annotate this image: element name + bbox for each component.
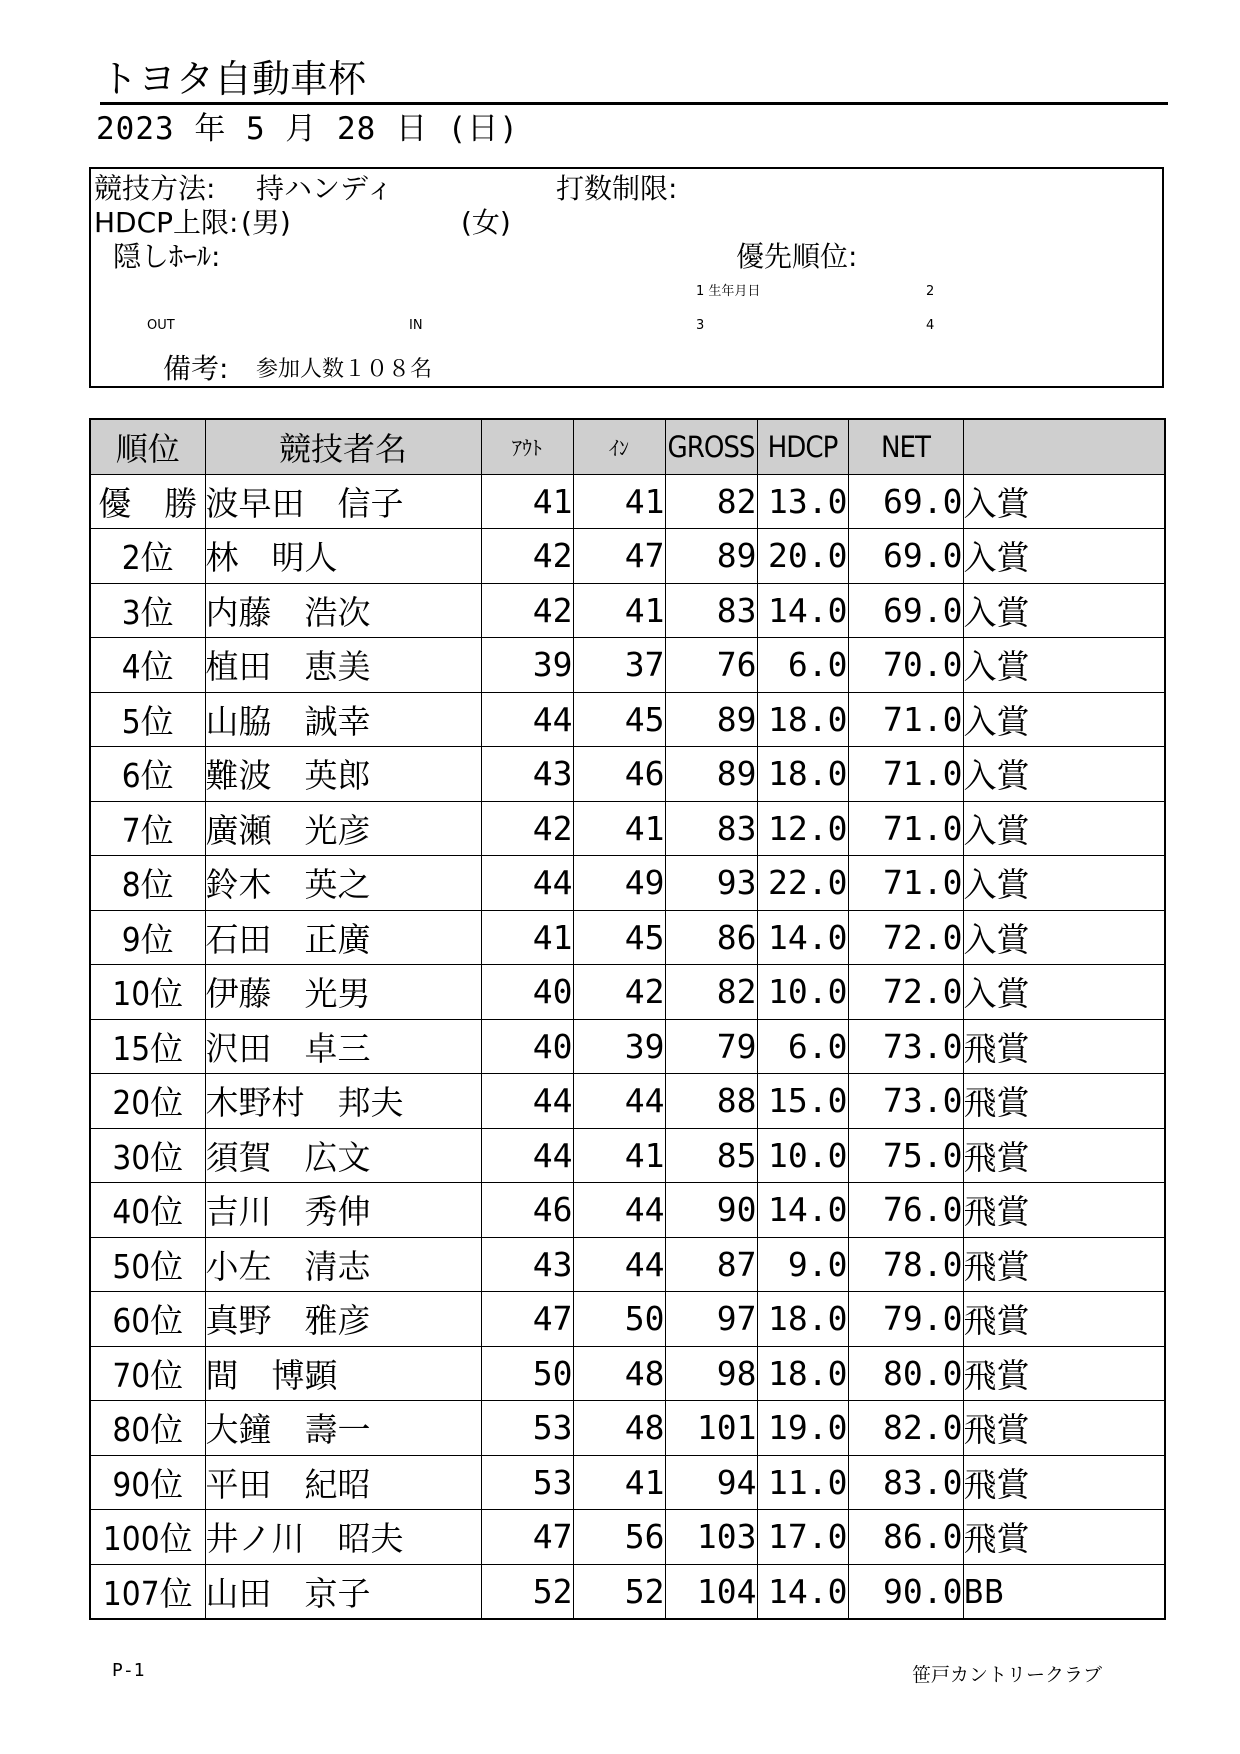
page-title: トヨタ自動車杯: [100, 56, 1168, 105]
in-score-cell: 44: [573, 1183, 665, 1238]
col-out: ｱｳﾄ: [481, 419, 573, 474]
rank-cell: 20位: [90, 1074, 205, 1129]
player-name-cell: 内藤 浩次: [205, 583, 481, 638]
net-score-cell: 71.0: [848, 856, 963, 911]
net-score-cell: 78.0: [848, 1237, 963, 1292]
hdcp-cell: 6.0: [757, 1019, 848, 1074]
hdcp-cell: 10.0: [757, 965, 848, 1020]
net-score-cell: 71.0: [848, 801, 963, 856]
in-score-cell: 37: [573, 638, 665, 693]
in-score-cell: 39: [573, 1019, 665, 1074]
rank-cell: 9位: [90, 910, 205, 965]
col-gross: GROSS: [665, 419, 757, 474]
player-name-cell: 波早田 信子: [205, 474, 481, 529]
results-table: [89, 418, 1166, 1620]
priority-label: 優先順位:: [736, 240, 858, 273]
award-cell: 飛賞: [963, 1401, 1165, 1456]
hdcp-cell: 20.0: [757, 529, 848, 584]
club-name: 笹戸カントリークラブ: [912, 1664, 1103, 1686]
out-score-cell: 47: [481, 1510, 573, 1565]
in-score-cell: 45: [573, 910, 665, 965]
net-score-cell: 73.0: [848, 1074, 963, 1129]
player-name-cell: 難波 英郎: [205, 747, 481, 802]
out-score-cell: 44: [481, 856, 573, 911]
award-cell: 飛賞: [963, 1292, 1165, 1347]
out-score-cell: 50: [481, 1346, 573, 1401]
rank-cell: 3位: [90, 583, 205, 638]
table-row: [90, 638, 1165, 693]
rank-cell: 70位: [90, 1346, 205, 1401]
gross-score-cell: 93: [665, 856, 757, 911]
gross-score-cell: 83: [665, 801, 757, 856]
in-score-cell: 45: [573, 692, 665, 747]
male-label: (男): [241, 206, 291, 239]
remarks-value: 参加人数１０８名: [256, 357, 433, 382]
net-score-cell: 73.0: [848, 1019, 963, 1074]
net-score-cell: 90.0: [848, 1564, 963, 1619]
gross-score-cell: 89: [665, 529, 757, 584]
table-row: [90, 1401, 1165, 1456]
event-date: 2023 年 5 月 28 日 (日): [96, 111, 519, 147]
gross-score-cell: 88: [665, 1074, 757, 1129]
net-score-cell: 80.0: [848, 1346, 963, 1401]
page-number: P-1: [112, 1660, 145, 1681]
in-score-cell: 48: [573, 1346, 665, 1401]
net-score-cell: 69.0: [848, 474, 963, 529]
in-score-cell: 41: [573, 801, 665, 856]
method-value: 持ハンディ: [256, 172, 394, 205]
net-score-cell: 70.0: [848, 638, 963, 693]
award-cell: 入賞: [963, 910, 1165, 965]
player-name-cell: 沢田 卓三: [205, 1019, 481, 1074]
award-cell: 飛賞: [963, 1128, 1165, 1183]
hdcp-cell: 13.0: [757, 474, 848, 529]
in-score-cell: 44: [573, 1237, 665, 1292]
award-cell: 入賞: [963, 856, 1165, 911]
out-score-cell: 43: [481, 747, 573, 802]
player-name-cell: 小左 清志: [205, 1237, 481, 1292]
player-name-cell: 植田 恵美: [205, 638, 481, 693]
in-score-cell: 46: [573, 747, 665, 802]
player-name-cell: 林 明人: [205, 529, 481, 584]
results-body: [90, 474, 1165, 1619]
award-cell: 飛賞: [963, 1019, 1165, 1074]
player-name-cell: 須賀 広文: [205, 1128, 481, 1183]
out-score-cell: 40: [481, 965, 573, 1020]
table-row: [90, 1510, 1165, 1565]
rank-cell: 107位: [90, 1564, 205, 1619]
out-score-cell: 44: [481, 1074, 573, 1129]
table-row: [90, 692, 1165, 747]
in-score-cell: 41: [573, 1455, 665, 1510]
rank-cell: 100位: [90, 1510, 205, 1565]
gross-score-cell: 89: [665, 747, 757, 802]
gross-score-cell: 94: [665, 1455, 757, 1510]
award-cell: 入賞: [963, 747, 1165, 802]
method-label: 競技方法:: [94, 172, 216, 205]
rank-cell: 40位: [90, 1183, 205, 1238]
out-score-cell: 53: [481, 1455, 573, 1510]
remarks-label: 備考:: [163, 352, 229, 385]
net-score-cell: 79.0: [848, 1292, 963, 1347]
player-name-cell: 間 博顕: [205, 1346, 481, 1401]
gross-score-cell: 90: [665, 1183, 757, 1238]
gross-score-cell: 82: [665, 474, 757, 529]
rank-cell: 90位: [90, 1455, 205, 1510]
net-score-cell: 72.0: [848, 965, 963, 1020]
hdcp-cell: 9.0: [757, 1237, 848, 1292]
player-name-cell: 平田 紀昭: [205, 1455, 481, 1510]
rank-cell: 15位: [90, 1019, 205, 1074]
table-row: [90, 1237, 1165, 1292]
priority-4: 4: [926, 318, 935, 333]
net-score-cell: 71.0: [848, 692, 963, 747]
female-label: (女): [461, 206, 511, 239]
gross-score-cell: 103: [665, 1510, 757, 1565]
player-name-cell: 山脇 誠幸: [205, 692, 481, 747]
net-score-cell: 72.0: [848, 910, 963, 965]
out-score-cell: 44: [481, 692, 573, 747]
hdcp-cell: 14.0: [757, 583, 848, 638]
in-score-cell: 52: [573, 1564, 665, 1619]
out-label: OUT: [147, 318, 175, 333]
col-name: 競技者名: [205, 419, 481, 474]
in-score-cell: 47: [573, 529, 665, 584]
stroke-limit-label: 打数制限:: [556, 172, 678, 205]
award-cell: 飛賞: [963, 1510, 1165, 1565]
gross-score-cell: 98: [665, 1346, 757, 1401]
hdcp-limit-label: HDCP上限:: [94, 206, 239, 239]
table-row: [90, 965, 1165, 1020]
player-name-cell: 大鐘 壽一: [205, 1401, 481, 1456]
gross-score-cell: 86: [665, 910, 757, 965]
rank-cell: 7位: [90, 801, 205, 856]
net-score-cell: 83.0: [848, 1455, 963, 1510]
award-cell: 入賞: [963, 692, 1165, 747]
player-name-cell: 石田 正廣: [205, 910, 481, 965]
hdcp-cell: 18.0: [757, 747, 848, 802]
player-name-cell: 木野村 邦夫: [205, 1074, 481, 1129]
player-name-cell: 鈴木 英之: [205, 856, 481, 911]
in-score-cell: 49: [573, 856, 665, 911]
table-row: [90, 856, 1165, 911]
player-name-cell: 廣瀬 光彦: [205, 801, 481, 856]
table-row: [90, 1183, 1165, 1238]
gross-score-cell: 97: [665, 1292, 757, 1347]
rank-cell: 30位: [90, 1128, 205, 1183]
hdcp-cell: 12.0: [757, 801, 848, 856]
award-cell: 飛賞: [963, 1237, 1165, 1292]
gross-score-cell: 101: [665, 1401, 757, 1456]
out-score-cell: 42: [481, 583, 573, 638]
in-score-cell: 44: [573, 1074, 665, 1129]
table-row: [90, 1346, 1165, 1401]
hdcp-cell: 18.0: [757, 1346, 848, 1401]
table-row: [90, 801, 1165, 856]
in-score-cell: 56: [573, 1510, 665, 1565]
out-score-cell: 46: [481, 1183, 573, 1238]
award-cell: 入賞: [963, 529, 1165, 584]
priority-2: 2: [926, 284, 935, 299]
rank-cell: 60位: [90, 1292, 205, 1347]
award-cell: 飛賞: [963, 1346, 1165, 1401]
rank-cell: 6位: [90, 747, 205, 802]
table-row: [90, 910, 1165, 965]
player-name-cell: 井ノ川 昭夫: [205, 1510, 481, 1565]
award-cell: 飛賞: [963, 1183, 1165, 1238]
hdcp-cell: 14.0: [757, 910, 848, 965]
award-cell: 飛賞: [963, 1455, 1165, 1510]
hdcp-cell: 14.0: [757, 1564, 848, 1619]
col-hdcp: HDCP: [757, 419, 848, 474]
table-row: [90, 529, 1165, 584]
col-in: ｲﾝ: [573, 419, 665, 474]
gross-score-cell: 85: [665, 1128, 757, 1183]
hdcp-cell: 17.0: [757, 1510, 848, 1565]
player-name-cell: 山田 京子: [205, 1564, 481, 1619]
hdcp-cell: 18.0: [757, 692, 848, 747]
gross-score-cell: 87: [665, 1237, 757, 1292]
award-cell: BB: [963, 1564, 1165, 1619]
table-row: [90, 1128, 1165, 1183]
net-score-cell: 86.0: [848, 1510, 963, 1565]
gross-score-cell: 83: [665, 583, 757, 638]
award-cell: 入賞: [963, 583, 1165, 638]
award-cell: 入賞: [963, 801, 1165, 856]
in-score-cell: 48: [573, 1401, 665, 1456]
in-score-cell: 50: [573, 1292, 665, 1347]
table-row: [90, 1564, 1165, 1619]
table-row: [90, 583, 1165, 638]
hdcp-cell: 18.0: [757, 1292, 848, 1347]
gross-score-cell: 76: [665, 638, 757, 693]
hdcp-cell: 22.0: [757, 856, 848, 911]
out-score-cell: 42: [481, 801, 573, 856]
hdcp-cell: 19.0: [757, 1401, 848, 1456]
hidden-holes-label: 隠しﾎｰﾙ:: [113, 240, 221, 273]
out-score-cell: 39: [481, 638, 573, 693]
competition-info-box: [89, 167, 1164, 388]
table-row: [90, 1019, 1165, 1074]
out-score-cell: 41: [481, 474, 573, 529]
out-score-cell: 41: [481, 910, 573, 965]
col-rank: 順位: [90, 419, 205, 474]
rank-cell: 2位: [90, 529, 205, 584]
table-row: [90, 747, 1165, 802]
net-score-cell: 82.0: [848, 1401, 963, 1456]
table-row: [90, 474, 1165, 529]
table-row: [90, 1074, 1165, 1129]
out-score-cell: 40: [481, 1019, 573, 1074]
in-score-cell: 41: [573, 1128, 665, 1183]
gross-score-cell: 104: [665, 1564, 757, 1619]
hdcp-cell: 10.0: [757, 1128, 848, 1183]
table-row: [90, 1455, 1165, 1510]
out-score-cell: 53: [481, 1401, 573, 1456]
player-name-cell: 伊藤 光男: [205, 965, 481, 1020]
rank-cell: 優 勝: [90, 474, 205, 529]
priority-1: 1 生年月日: [696, 284, 761, 299]
award-cell: 入賞: [963, 474, 1165, 529]
out-score-cell: 44: [481, 1128, 573, 1183]
in-score-cell: 42: [573, 965, 665, 1020]
gross-score-cell: 89: [665, 692, 757, 747]
gross-score-cell: 79: [665, 1019, 757, 1074]
award-cell: 入賞: [963, 638, 1165, 693]
priority-3: 3: [696, 318, 705, 333]
net-score-cell: 75.0: [848, 1128, 963, 1183]
net-score-cell: 76.0: [848, 1183, 963, 1238]
hdcp-cell: 14.0: [757, 1183, 848, 1238]
hdcp-cell: 6.0: [757, 638, 848, 693]
table-row: [90, 1292, 1165, 1347]
player-name-cell: 真野 雅彦: [205, 1292, 481, 1347]
col-net: NET: [848, 419, 963, 474]
rank-cell: 4位: [90, 638, 205, 693]
rank-cell: 8位: [90, 856, 205, 911]
in-label: IN: [409, 318, 423, 333]
out-score-cell: 43: [481, 1237, 573, 1292]
rank-cell: 5位: [90, 692, 205, 747]
player-name-cell: 吉川 秀伸: [205, 1183, 481, 1238]
hdcp-cell: 15.0: [757, 1074, 848, 1129]
hdcp-cell: 11.0: [757, 1455, 848, 1510]
gross-score-cell: 82: [665, 965, 757, 1020]
out-score-cell: 42: [481, 529, 573, 584]
rank-cell: 10位: [90, 965, 205, 1020]
in-score-cell: 41: [573, 583, 665, 638]
rank-cell: 80位: [90, 1401, 205, 1456]
net-score-cell: 69.0: [848, 583, 963, 638]
out-score-cell: 52: [481, 1564, 573, 1619]
in-score-cell: 41: [573, 474, 665, 529]
table-header-row: [90, 419, 1165, 474]
net-score-cell: 71.0: [848, 747, 963, 802]
award-cell: 飛賞: [963, 1074, 1165, 1129]
rank-cell: 50位: [90, 1237, 205, 1292]
out-score-cell: 47: [481, 1292, 573, 1347]
award-cell: 入賞: [963, 965, 1165, 1020]
net-score-cell: 69.0: [848, 529, 963, 584]
col-award: [963, 419, 1165, 474]
